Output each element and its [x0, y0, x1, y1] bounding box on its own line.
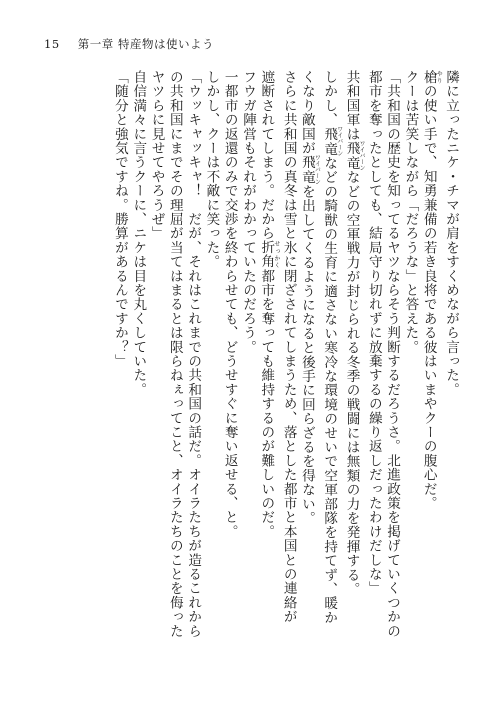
- text-segment: 「ウッキャッキャ！ だが、それはこれまでの共和国の話だ。オイラたちが造るこれから: [185, 70, 202, 638]
- text-line: [419, 70, 441, 670]
- chapter-title: 特産物は使いよう: [117, 37, 214, 51]
- ruby-reading: せっかく: [272, 240, 280, 269]
- ruby-annotation: [420, 70, 443, 85]
- ruby-reading: ワイバーン: [313, 154, 321, 185]
- ruby-annotation: [298, 154, 321, 185]
- text-segment: 都市を奪ったとしても、結局守り切れずに放棄するの繰り返しだったわけだしな」: [365, 70, 382, 596]
- text-segment: しかし、クーは不敵に笑った。: [203, 70, 220, 269]
- text-line: [442, 70, 460, 670]
- text-segment: 隣に立ったニケ・チマが肩をすくめながら言った。: [443, 70, 459, 397]
- running-header: [44, 36, 214, 52]
- text-segment: 都市を奪っても維持するのが難しいのだ。: [258, 268, 275, 539]
- ruby-base: 飛竜: [321, 126, 338, 157]
- text-segment: の共和国にまでその理屈が当てはまるとは限らねぇってこと、オイラたちのことを侮った: [166, 70, 183, 638]
- text-segment: などの騎獣の生育に適さない寒冷な環境のせいで空軍部隊を持てず、暖か: [321, 156, 338, 625]
- text-segment: さらに共和国の真冬は雪と氷に閉ざされてしまうため、落とした都市と本国との連絡が: [280, 70, 297, 624]
- text-segment: などの空軍戦力が封じられる冬季の戦闘には無類の力を発揮する。: [343, 170, 360, 597]
- text-line: [220, 70, 238, 670]
- ruby-reading: やり: [435, 70, 443, 85]
- text-line: [342, 70, 364, 670]
- text-segment: 自信満々に言うクーに、ニケは目を丸くしていた。: [130, 70, 147, 397]
- text-line: [298, 70, 320, 670]
- ruby-base: 折角: [258, 240, 275, 269]
- ruby-reading: ワイバーン: [335, 126, 343, 157]
- ruby-annotation: [321, 126, 343, 157]
- text-line: [166, 70, 184, 670]
- text-segment: ヤツらに見せてやろうぜ」: [148, 70, 165, 241]
- text-line: [401, 70, 419, 670]
- text-line: [184, 70, 202, 670]
- text-line: [147, 70, 165, 670]
- text-line: [202, 70, 220, 670]
- text-segment: 「随分と強気ですね。勝算があるんですか？」: [111, 70, 128, 369]
- text-line: [320, 70, 342, 670]
- chapter-label: 第一章: [77, 37, 114, 51]
- text-segment: くなり敵国が: [298, 70, 315, 156]
- ruby-base: 飛竜: [343, 140, 360, 171]
- text-segment: クーは苦笑しながら「だろうな」と答えた。: [402, 70, 419, 354]
- ruby-base: 飛竜: [298, 154, 315, 185]
- text-line: [111, 70, 129, 670]
- ruby-annotation: [258, 240, 280, 269]
- ruby-reading: ワイバーン: [358, 140, 366, 171]
- text-segment: しかし、: [321, 70, 338, 127]
- text-line: [383, 70, 401, 670]
- text-line: [257, 70, 279, 670]
- ruby-base: 槍: [420, 70, 437, 85]
- text-line: [365, 70, 383, 670]
- text-segment: 遮断されてしまう。だから: [258, 70, 275, 241]
- text-segment: フウガ陣営もそれがわかっていたのだろう。: [240, 70, 257, 354]
- text-line: [239, 70, 257, 670]
- page-number: 15: [44, 37, 60, 51]
- text-line: [279, 70, 297, 670]
- text-segment: 一都市の返還のみで交渉を終わらせても、どうせすぐに奪い返せる、と。: [221, 70, 238, 539]
- text-segment: 共和国軍は: [343, 70, 360, 141]
- novel-body-text: [40, 70, 460, 670]
- ruby-annotation: [343, 140, 366, 171]
- text-segment: 「共和国の歴史を知ってるヤツならそう判断するだろうさ。北進政策を掲げていくつかの: [384, 70, 401, 638]
- text-segment: の使い手で、知勇兼備の若き良将である彼はいまやクーの腹心だ。: [420, 84, 437, 511]
- text-segment: を出してくるようになると後手に回らざるを得ない。: [298, 184, 315, 526]
- text-line: [129, 70, 147, 670]
